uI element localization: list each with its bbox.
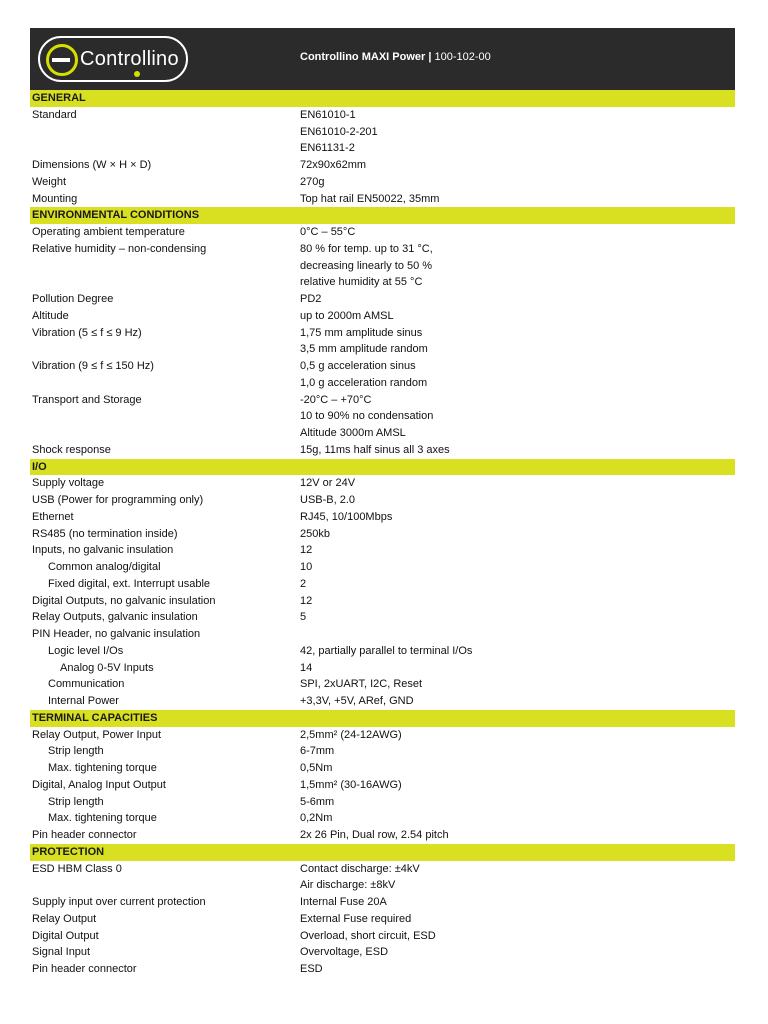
spec-value: 270g [300,175,325,188]
spec-row [30,593,735,610]
spec-label: Max. tightening torque [48,762,157,774]
spec-value: up to 2000m AMSL [300,309,394,322]
spec-label: Logic level I/Os [48,644,124,657]
spec-value: 1,75 mm amplitude sinus [300,326,423,339]
spec-value: Contact discharge: ±4kV [300,862,420,875]
spec-row [30,492,735,509]
spec-row [30,392,735,409]
controllino-logo [38,36,188,82]
spec-row [30,509,735,526]
document-header [30,28,735,90]
spec-row [30,442,735,459]
spec-label: RS485 (no termination inside) [32,527,178,540]
spec-label: Digital, Analog Input Output [32,778,166,791]
product-code: 100-102-00 [434,51,491,63]
spec-label: Strip length [48,795,104,808]
spec-row [30,894,735,911]
spec-row [30,626,735,643]
spec-value: 0,5Nm [300,762,333,774]
spec-row [30,542,735,559]
spec-label: Pollution Degree [32,293,114,305]
logo-text: Controllino [80,48,179,70]
spec-value: ESD [300,963,323,975]
spec-row [30,291,735,308]
spec-value: 0°C – 55°C [300,226,356,238]
spec-label: Dimensions (W × H × D) [32,159,152,171]
spec-row [30,559,735,576]
spec-value: 250kb [300,527,330,540]
spec-row [30,877,735,894]
spec-value: 6-7mm [300,745,335,758]
spec-value: decreasing linearly to 50 % [300,259,433,272]
spec-label: Common analog/digital [48,561,161,573]
spec-row [30,609,735,626]
spec-label: Weight [32,175,67,188]
spec-label: Transport and Storage [32,393,142,406]
spec-value: Overload, short circuit, ESD [300,929,436,942]
spec-label: Relay Output [32,912,97,925]
spec-row [30,810,735,827]
spec-value: 72x90x62mm [300,159,367,171]
spec-value: 0,5 g acceleration sinus [300,360,416,372]
document-title [300,51,491,63]
spec-row [30,660,735,677]
spec-row [30,224,735,241]
spec-value: EN61010-1 [300,108,356,121]
spec-value: External Fuse required [300,912,412,925]
spec-label: Max. tightening torque [48,812,157,825]
spec-value: 3,5 mm amplitude random [300,343,428,356]
spec-row [30,693,735,710]
spec-row [30,827,735,844]
spec-row [30,928,735,945]
section-header: ENVIRONMENTAL CONDITIONS [30,207,735,224]
spec-value: 0,2Nm [300,812,333,825]
spec-value: Overvoltage, ESD [300,946,389,959]
spec-value: RJ45, 10/100Mbps [300,510,393,523]
spec-label: Analog 0-5V Inputs [60,661,154,674]
spec-label: Standard [32,108,77,121]
spec-value: EN61010-2-201 [300,125,378,138]
spec-row [30,911,735,928]
spec-row [30,258,735,275]
spec-value: -20°C – +70°C [300,393,372,406]
spec-row [30,124,735,141]
spec-row [30,643,735,660]
product-name: Controllino MAXI Power [300,51,426,63]
spec-row [30,107,735,124]
spec-value: 14 [300,661,313,674]
spec-label: Vibration (9 ≤ f ≤ 150 Hz) [32,360,154,372]
spec-value: 10 [300,561,313,573]
spec-row [30,140,735,157]
spec-row [30,425,735,442]
spec-label: Relay Output, Power Input [32,728,162,741]
spec-value: EN61131-2 [300,142,355,155]
spec-label: Relay Outputs, galvanic insulation [32,611,198,624]
spec-label: USB (Power for programming only) [32,494,204,506]
spec-label: Pin header connector [32,829,137,841]
spec-value: 5-6mm [300,795,335,808]
spec-value: 12 [300,544,313,557]
spec-row [30,794,735,811]
logo-bulb-icon [134,71,140,77]
spec-row [30,191,735,208]
spec-row [30,676,735,693]
spec-row [30,325,735,342]
spec-value: USB-B, 2.0 [300,494,356,506]
spec-label: ESD HBM Class 0 [32,862,122,875]
spec-value: Altitude 3000m AMSL [300,427,406,439]
spec-label: Fixed digital, ext. Interrupt usable [48,577,211,590]
spec-value: 12 [300,594,313,607]
logo-bar-icon [52,58,70,62]
spec-value: Internal Fuse 20A [300,896,387,908]
spec-row [30,375,735,392]
title-separator: | [428,51,432,63]
spec-value: 1,0 g acceleration random [300,376,428,389]
spec-label: Shock response [32,443,111,456]
spec-label: Signal Input [32,946,91,959]
spec-value: 2,5mm² (24-12AWG) [300,728,402,741]
spec-label: PIN Header, no galvanic insulation [32,628,201,640]
spec-row [30,358,735,375]
spec-value: 12V or 24V [300,477,356,490]
spec-value: +3,3V, +5V, ARef, GND [300,695,414,707]
spec-value: 15g, 11ms half sinus all 3 axes [300,443,450,456]
spec-label: Vibration (5 ≤ f ≤ 9 Hz) [32,326,142,339]
spec-label: Strip length [48,745,104,758]
spec-value: 10 to 90% no condensation [300,410,434,423]
spec-label: Communication [48,678,125,691]
spec-row [30,308,735,325]
spec-table [30,90,735,978]
spec-value: 1,5mm² (30-16AWG) [300,778,402,791]
spec-value: relative humidity at 55 °C [300,276,423,289]
spec-label: Internal Power [48,695,119,707]
spec-row [30,475,735,492]
spec-label: Ethernet [32,510,74,523]
spec-value: 80 % for temp. up to 31 °C, [300,242,433,255]
spec-row [30,727,735,744]
spec-value: 5 [300,611,307,624]
spec-row [30,174,735,191]
spec-label: Supply input over current protection [32,896,206,908]
spec-value: 2x 26 Pin, Dual row, 2.54 pitch [300,829,449,841]
spec-row [30,274,735,291]
spec-label: Supply voltage [32,477,105,490]
spec-row [30,861,735,878]
spec-row [30,777,735,794]
spec-value: 2 [300,577,307,590]
spec-label: Digital Outputs, no galvanic insulation [32,594,216,607]
spec-label: Altitude [32,309,69,322]
spec-label: Inputs, no galvanic insulation [32,544,174,557]
spec-row [30,408,735,425]
spec-label: Operating ambient temperature [32,226,185,238]
spec-row [30,526,735,543]
section-header: PROTECTION [30,844,735,861]
spec-value: Air discharge: ±8kV [300,879,396,892]
spec-row [30,341,735,358]
section-header: GENERAL [30,90,735,107]
spec-row [30,760,735,777]
spec-row [30,743,735,760]
spec-label: Digital Output [32,929,99,942]
section-header: I/O [30,459,735,476]
section-header: TERMINAL CAPACITIES [30,710,735,727]
spec-row [30,241,735,258]
spec-label: Pin header connector [32,963,137,975]
spec-value: PD2 [300,293,322,305]
spec-value: SPI, 2xUART, I2C, Reset [300,678,423,691]
spec-value: 42, partially parallel to terminal I/Os [300,644,473,657]
spec-label: Mounting [32,192,78,205]
spec-row [30,961,735,978]
spec-row [30,576,735,593]
spec-value: Top hat rail EN50022, 35mm [300,192,440,205]
spec-label: Relative humidity – non-condensing [32,242,207,255]
spec-row [30,944,735,961]
spec-row [30,157,735,174]
